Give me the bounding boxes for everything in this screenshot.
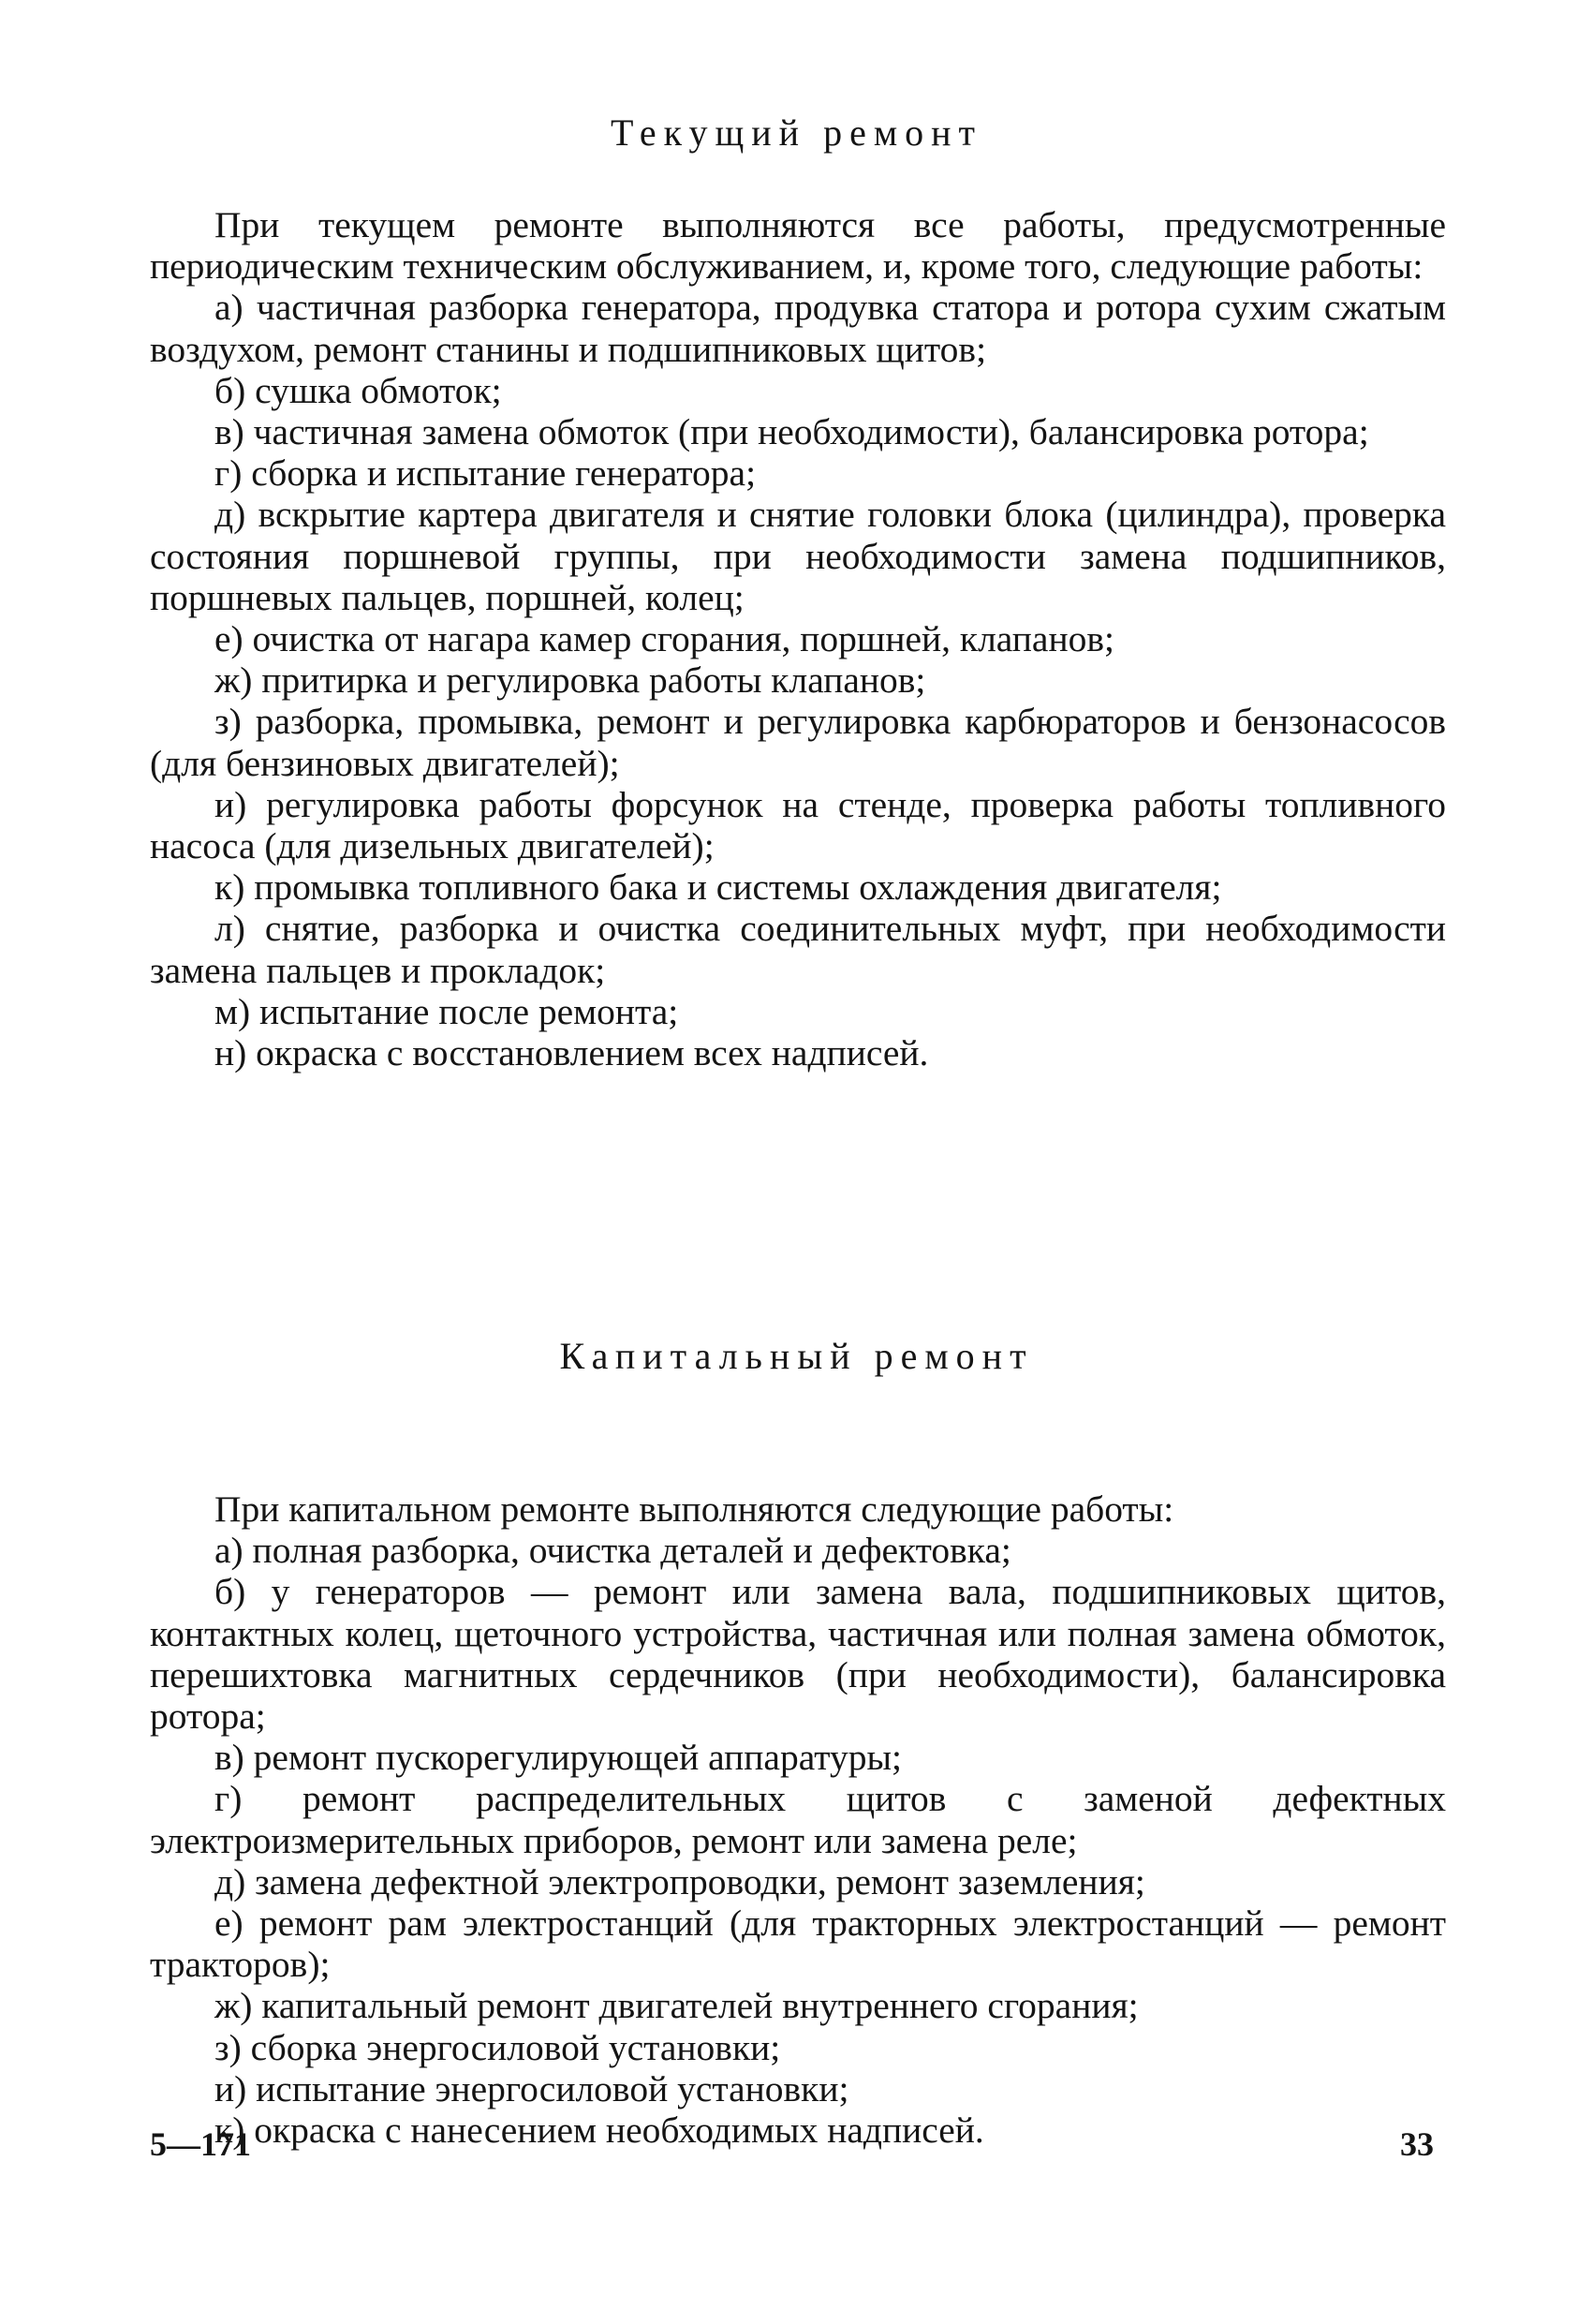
list-item: д) замена дефектной электропроводки, ремонт заземления; xyxy=(214,1860,1145,1902)
list-item: з) сборка энергосиловой установки; xyxy=(214,2026,781,2068)
printer-signature: 5—171 xyxy=(150,2125,251,2163)
list-item: м) испытание после ремонта; xyxy=(214,990,679,1032)
page-number: 33 xyxy=(1400,2125,1434,2163)
list-item: а) полная разборка, очистка деталей и дефектовка; xyxy=(214,1530,1011,1572)
list-item: в) частичная замена обмоток (при необходимости), балансировка ротора; xyxy=(214,411,1369,453)
list-item: е) ремонт рам электростанций (для тракторных электростанций — ремонт тракторов); xyxy=(150,1902,1446,1986)
list-item: г) сборка и испытание генератора; xyxy=(214,452,757,495)
section-capital-repair xyxy=(150,1488,1446,2151)
paragraph: При капитальном ремонте выполняются следующие работы: xyxy=(214,1488,1174,1530)
section-heading-current-repair: Текущий ремонт xyxy=(610,111,983,154)
list-item: б) у генераторов — ремонт или замена вала, подшипниковых щитов, контактных колец, щеточного устройства, частичная или полная замена обмоток, перешихтовка магнитных сердечников (при необходимости), балансировка ротора; xyxy=(150,1571,1446,1738)
section-heading-capital-repair: Капитальный ремонт xyxy=(559,1335,1034,1377)
list-item: к) промывка топливного бака и системы охлаждения двигателя; xyxy=(214,866,1222,909)
list-item: н) окраска с восстановлением всех надписей. xyxy=(214,1032,929,1074)
section-current-repair xyxy=(150,204,1446,1073)
list-item: ж) притирка и регулировка работы клапанов; xyxy=(214,659,926,702)
list-item: е) очистка от нагара камер сгорания, поршней, клапанов; xyxy=(214,618,1114,660)
list-item: ж) капитальный ремонт двигателей внутреннего сгорания; xyxy=(214,1985,1139,2027)
list-item: б) сушка обмоток; xyxy=(214,369,502,411)
list-item: а) частичная разборка генератора, продувка статора и ротора сухим сжатым воздухом, ремонт станины и подшипниковых щитов; xyxy=(150,287,1446,370)
list-item: в) ремонт пускорегулирующей аппаратуры; xyxy=(214,1737,902,1779)
list-item: г) ремонт распределительных щитов с заменой дефектных электроизмерительных приборов, ремонт или замена реле; xyxy=(150,1778,1446,1861)
list-item: з) разборка, промывка, ремонт и регулировка карбюраторов и бензонасосов (для бензиновых двигателей); xyxy=(150,701,1446,784)
list-item: и) регулировка работы форсунок на стенде, проверка работы топливного насоса (для дизельных двигателей); xyxy=(150,783,1446,867)
list-item: л) снятие, разборка и очистка соединительных муфт, при необходимости замена пальцев и прокладок; xyxy=(150,908,1446,991)
paragraph: При текущем ремонте выполняются все работы, предусмотренные периодическим техническим обслуживанием, и, кроме того, следующие работы: xyxy=(150,204,1446,288)
list-item: и) испытание энергосиловой установки; xyxy=(214,2067,849,2109)
list-item: к) окраска с нанесением необходимых надписей. xyxy=(214,2109,984,2152)
list-item: д) вскрытие картера двигателя и снятие головки блока (цилиндра), проверка состояния поршневой группы, при необходимости замена подшипников, поршневых пальцев, поршней, колец; xyxy=(150,494,1446,618)
